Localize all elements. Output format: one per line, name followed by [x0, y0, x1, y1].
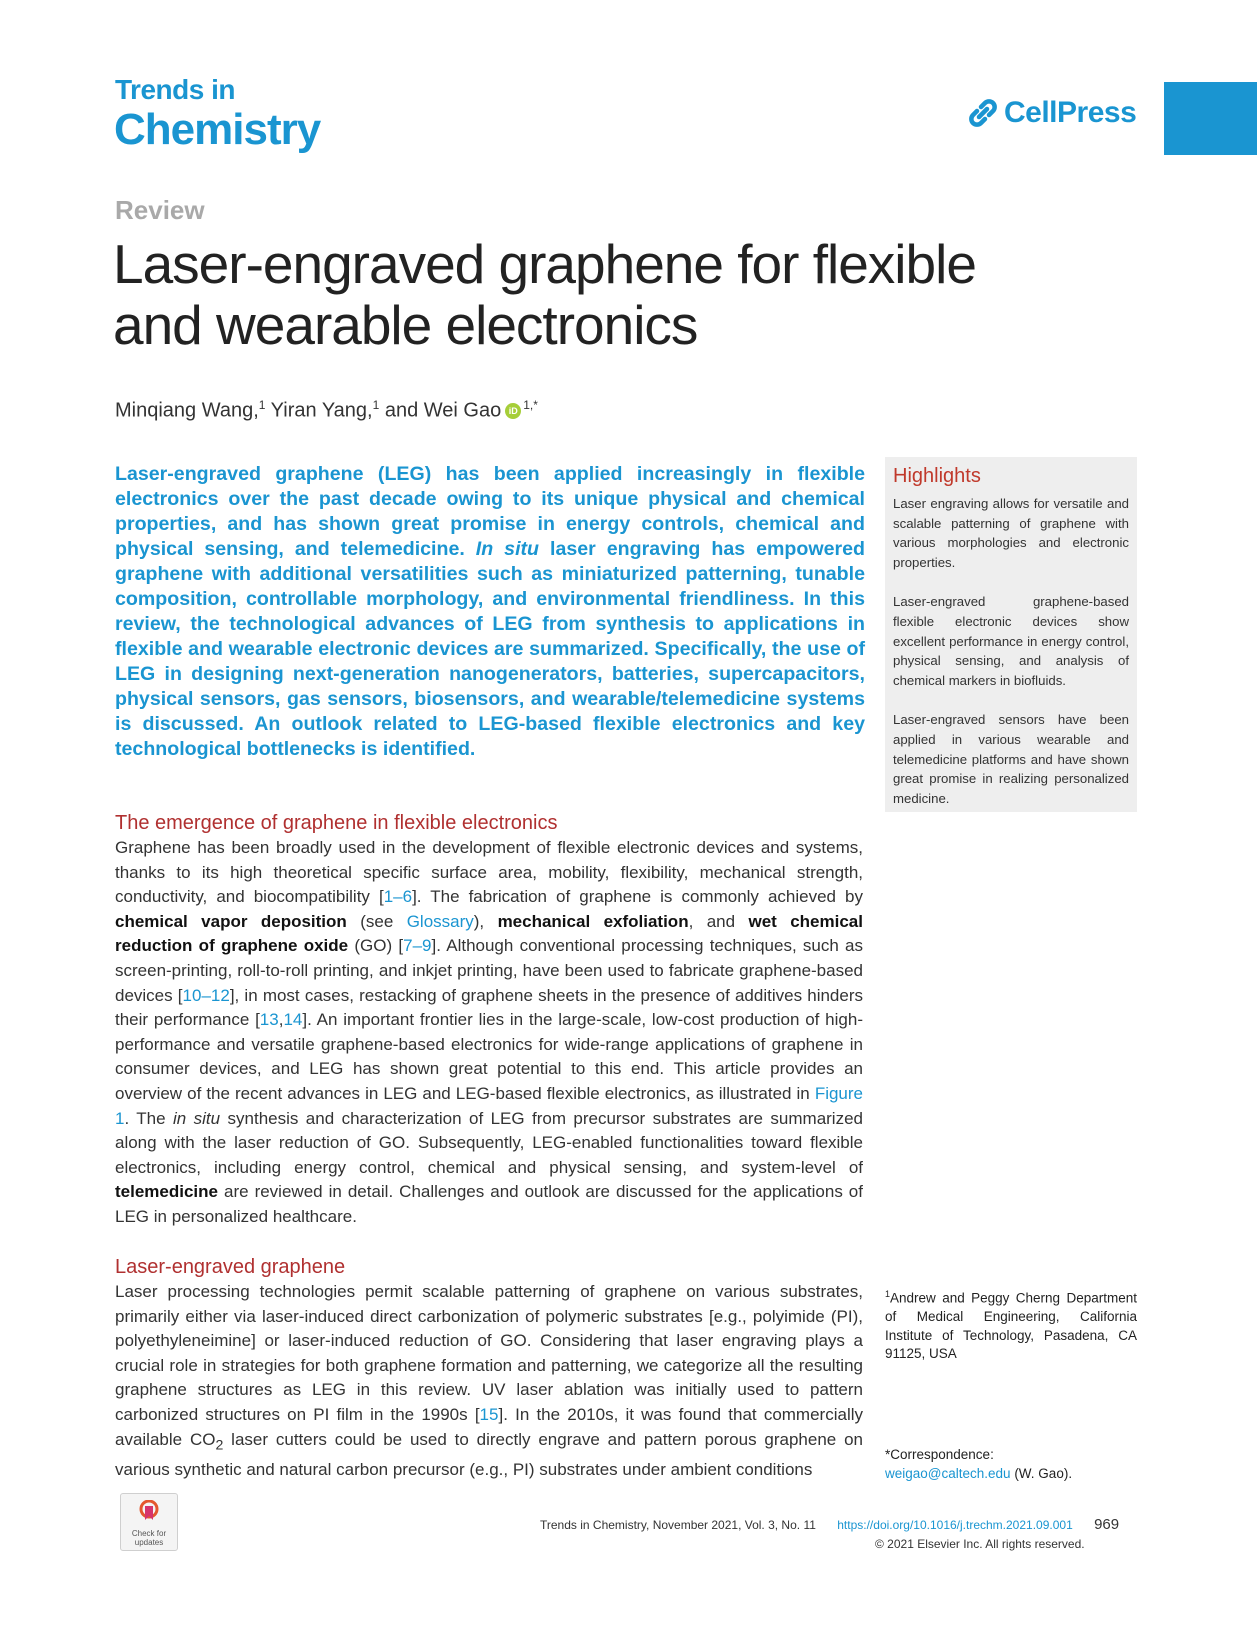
subscript: 2	[215, 1436, 224, 1453]
body-text: . The	[124, 1108, 166, 1128]
glossary-term: wet chemical reduction of graphene oxide	[115, 911, 863, 956]
glossary-term: chemical vapor deposition	[115, 911, 347, 931]
highlight-item: Laser-engraved graphene-based flexible electronic devices show excellent performance in energy control, physical sensing, and analysis of chemical markers in biofluids.	[893, 594, 1129, 688]
citation-link[interactable]: 7–9	[403, 936, 432, 956]
body-text: ]. Although conventional processing techniques, such as screen-printing, roll-to-roll printing, and inkjet printing, have been used to fabricate graphene-based devices [	[115, 936, 863, 1005]
publisher-logo	[968, 96, 1136, 130]
highlights-box	[885, 457, 1137, 812]
glossary-term: telemedicine	[115, 1182, 218, 1202]
body-text: ]. In the 2010s, it was found that commercially available CO	[115, 1404, 863, 1449]
body-text: are reviewed in detail. Challenges and outlook are discussed for the applications of LEG in personalized healthcare.	[115, 1182, 863, 1226]
body-text: ], in most cases, restacking of graphene sheets in the presence of additives hinders their performance [	[115, 985, 863, 1030]
cellpress-link-icon	[968, 98, 998, 128]
orcid-icon[interactable]: iD	[505, 403, 521, 419]
page-number: 969	[1094, 1516, 1120, 1533]
author-affil-sup: 1	[372, 398, 380, 412]
section-body	[115, 1280, 863, 1482]
body-text: Graphene has been broadly used in the development of flexible electronic devices and systems, thanks to its high theoretical specific surface area, mobility, flexibility, mechanical strength, conductivity, and biocompatibility [	[115, 838, 863, 907]
highlight-item: Laser-engraved sensors have been applied in various wearable and telemedicine platforms and have shown great promise in realizing personalized medicine.	[893, 712, 1129, 806]
body-italic: in situ	[173, 1108, 221, 1128]
author-name: Yiran Yang,	[270, 399, 373, 422]
badge-line: updates	[134, 1538, 164, 1547]
abstract-italic: In situ	[475, 538, 540, 560]
corner-tab	[1164, 82, 1257, 155]
badge-line: Check for	[131, 1529, 167, 1538]
correspondence-label: *Correspondence:	[885, 1447, 994, 1462]
body-text: ),	[473, 911, 485, 931]
citation-link[interactable]: 13	[259, 1010, 279, 1030]
body-text: ]. An important frontier lies in the large-scale, low-cost production of high-performance and versatile graphene-based electronics for wide-range applications of graphene in consumer devices, and LEG has shown great potential to this end. This article provides an overview of the recent advances in LEG and LEG-based flexible electronics, as illustrated in	[115, 1010, 863, 1103]
correspondence-name: (W. Gao).	[1014, 1465, 1073, 1481]
highlights-title: Highlights	[893, 465, 981, 487]
author-affil-sup: 1,*	[523, 398, 538, 412]
doi-link[interactable]: https://doi.org/10.1016/j.trechm.2021.09.001	[837, 1518, 1073, 1532]
abstract-text: laser engraving has empowered graphene with additional versatilities such as miniaturized patterning, tunable composition, controllable morphology, and environmental friendliness. In this review, the technological advances of LEG from synthesis to applications in flexible and wearable electronic devices are summarized. Specifically, the use of LEG in designing next-generation nanogenerators, batteries, supercapacitors, physical sensors, gas sensors, biosensors, and wearable/telemedicine systems is discussed. An outlook related to LEG-based flexible electronics and key technological bottlenecks is identified.	[115, 538, 865, 760]
highlight-item: Laser engraving allows for versatile and scalable patterning of graphene with various morphologies and electronic properties.	[893, 496, 1129, 570]
body-text: , and	[688, 911, 736, 931]
correspondence	[885, 1446, 1137, 1483]
body-text: laser cutters could be used to directly engrave and pattern porous graphene on various synthetic and natural carbon precursor (e.g., PI) substrates under ambient conditions	[115, 1429, 864, 1479]
abstract	[115, 462, 865, 762]
section-heading: The emergence of graphene in flexible electronics	[115, 812, 558, 834]
copyright: © 2021 Elsevier Inc. All rights reserved.	[875, 1537, 1085, 1551]
body-text: (see	[360, 911, 394, 931]
glossary-term: mechanical exfoliation	[497, 911, 689, 931]
author-name: Minqiang Wang,	[115, 399, 259, 422]
journal-name-line1: Trends in	[115, 74, 235, 105]
section-body	[115, 836, 863, 1230]
journal-name-line2: Chemistry	[114, 105, 321, 154]
affiliation-sup: 1	[885, 1289, 891, 1299]
body-text: ]. The fabrication of graphene is commonly achieved by	[412, 887, 863, 907]
author-name: and Wei Gao	[384, 399, 502, 422]
page-footer	[540, 1516, 1119, 1533]
bookmark-icon	[138, 1500, 160, 1522]
citation-link[interactable]: 14	[283, 1010, 303, 1030]
body-text: Laser processing technologies permit scalable patterning of graphene on various substrates, primarily either via laser-induced direct carbonization of polymeric substrates [e.g., polyimide (PI), polyethyleneimine] or laser-induced reduction of GO. Considering that laser engraving plays a crucial role in strategies for both graphene formation and patterning, we categorize all the resulting graphene structures as LEG in this review. UV laser ablation was initially used to pattern carbonized structures on PI film in the 1990s [	[115, 1282, 863, 1424]
article-type: Review	[115, 195, 205, 225]
email-link[interactable]: weigao@caltech.edu	[885, 1465, 1011, 1481]
author-list	[115, 398, 538, 423]
section-heading: Laser-engraved graphene	[115, 1256, 346, 1278]
publisher-name: CellPress	[1004, 96, 1137, 129]
figure-link[interactable]: Figure 1	[115, 1083, 863, 1128]
article-title: Laser-engraved graphene for flexible and wearable electronics	[113, 233, 976, 356]
glossary-link[interactable]: Glossary	[406, 911, 474, 931]
citation-link[interactable]: 15	[479, 1404, 499, 1424]
body-text: synthesis and characterization of LEG from precursor substrates are summarized along with the laser reduction of GO. Subsequently, LEG-enabled functionalities toward flexible electronics, including energy control, chemical and physical sensing, and system-level of	[115, 1108, 863, 1177]
body-text: (GO) [	[354, 936, 404, 956]
citation-link[interactable]: 1–6	[383, 887, 413, 907]
abstract-text: Laser-engraved graphene (LEG) has been applied increasingly in flexible electronics over the past decade owing to its unique physical and chemical properties, and has shown great promise in energy controls, chemical and physical sensing, and telemedicine.	[115, 463, 865, 560]
check-for-updates-button[interactable]	[120, 1493, 178, 1551]
footer-citation: Trends in Chemistry, November 2021, Vol. 3, No. 11	[540, 1518, 816, 1532]
body-text: ,	[278, 1010, 284, 1030]
affiliation-text: Andrew and Peggy Cherng Department of Medical Engineering, California Institute of Technology, Pasadena, CA 91125, USA	[885, 1290, 1137, 1361]
citation-link[interactable]: 10–12	[182, 985, 230, 1005]
affiliation	[885, 1285, 1137, 1364]
author-affil-sup: 1	[258, 398, 266, 412]
